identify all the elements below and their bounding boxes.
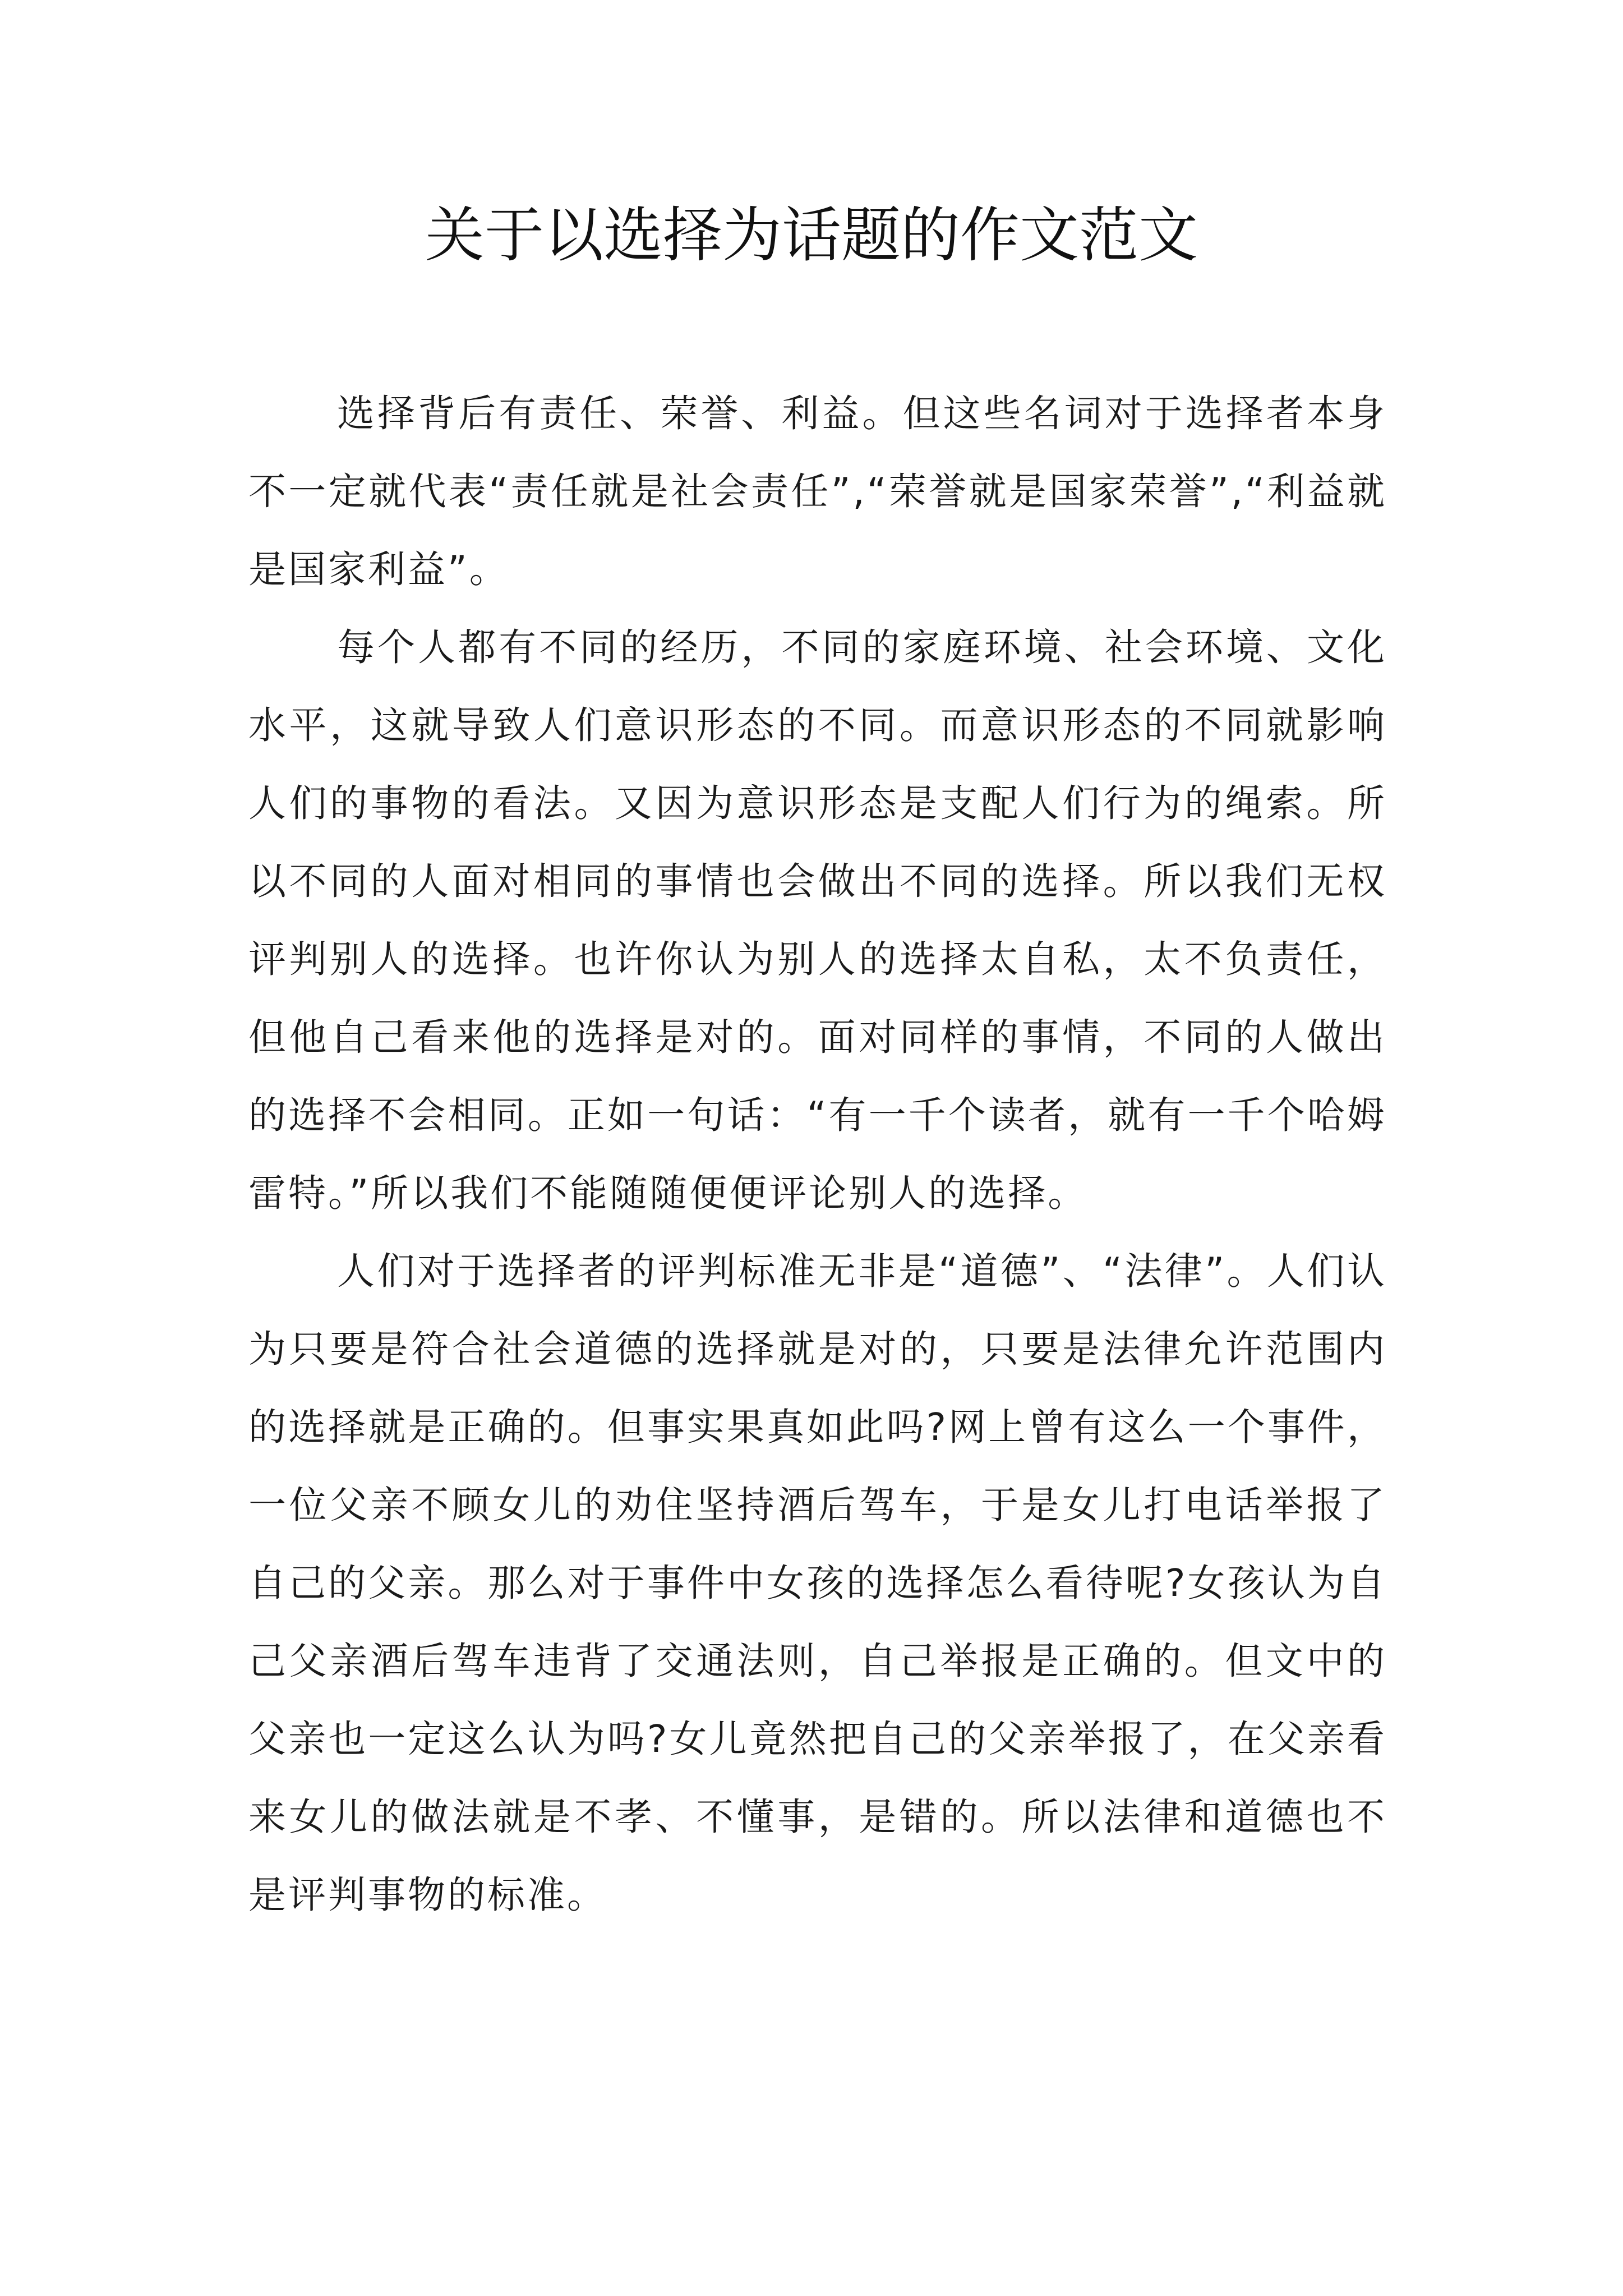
paragraph-2: 每个人都有不同的经历，不同的家庭环境、社会环境、文化水平，这就导致人们意识形态的不同。而意识形态的不同就影响人们的事物的看法。又因为意识形态是支配人们行为的绳索。所以不同的人面对相同的事情也会做出不同的选择。所以我们无权评判别人的选择。也许你认为别人的选择太自私，太不负责任，但他自己看来他的选择是对的。面对同样的事情，不同的人做出的选择不会相同。正如一句话：“有一千个读者，就有一千个哈姆雷特。”所以我们不能随随便便评论别人的选择。 [248,625,1387,1215]
document-body [248,375,1387,1934]
document-title: 关于以选择为话题的作文范文 [425,201,1198,270]
paragraph-3: 人们对于选择者的评判标准无非是“道德”、“法律”。人们认为只要是符合社会道德的选择就是对的，只要是法律允许范围内的选择就是正确的。但事实果真如此吗?网上曾有这么一个事件，一位父亲不顾女儿的劝住坚持酒后驾车，于是女儿打电话举报了自己的父亲。那么对于事件中女孩的选择怎么看待呢?女孩认为自己父亲酒后驾车违背了交通法则，自己举报是正确的。但文中的父亲也一定这么认为吗?女儿竟然把自己的父亲举报了，在父亲看来女儿的做法就是不孝、不懂事，是错的。所以法律和道德也不是评判事物的标准。 [248,1249,1387,1917]
paragraph-1: 选择背后有责任、荣誉、利益。但这些名词对于选择者本身不一定就代表“责任就是社会责任”,“荣誉就是国家荣誉”,“利益就是国家利益”。 [248,392,1387,591]
